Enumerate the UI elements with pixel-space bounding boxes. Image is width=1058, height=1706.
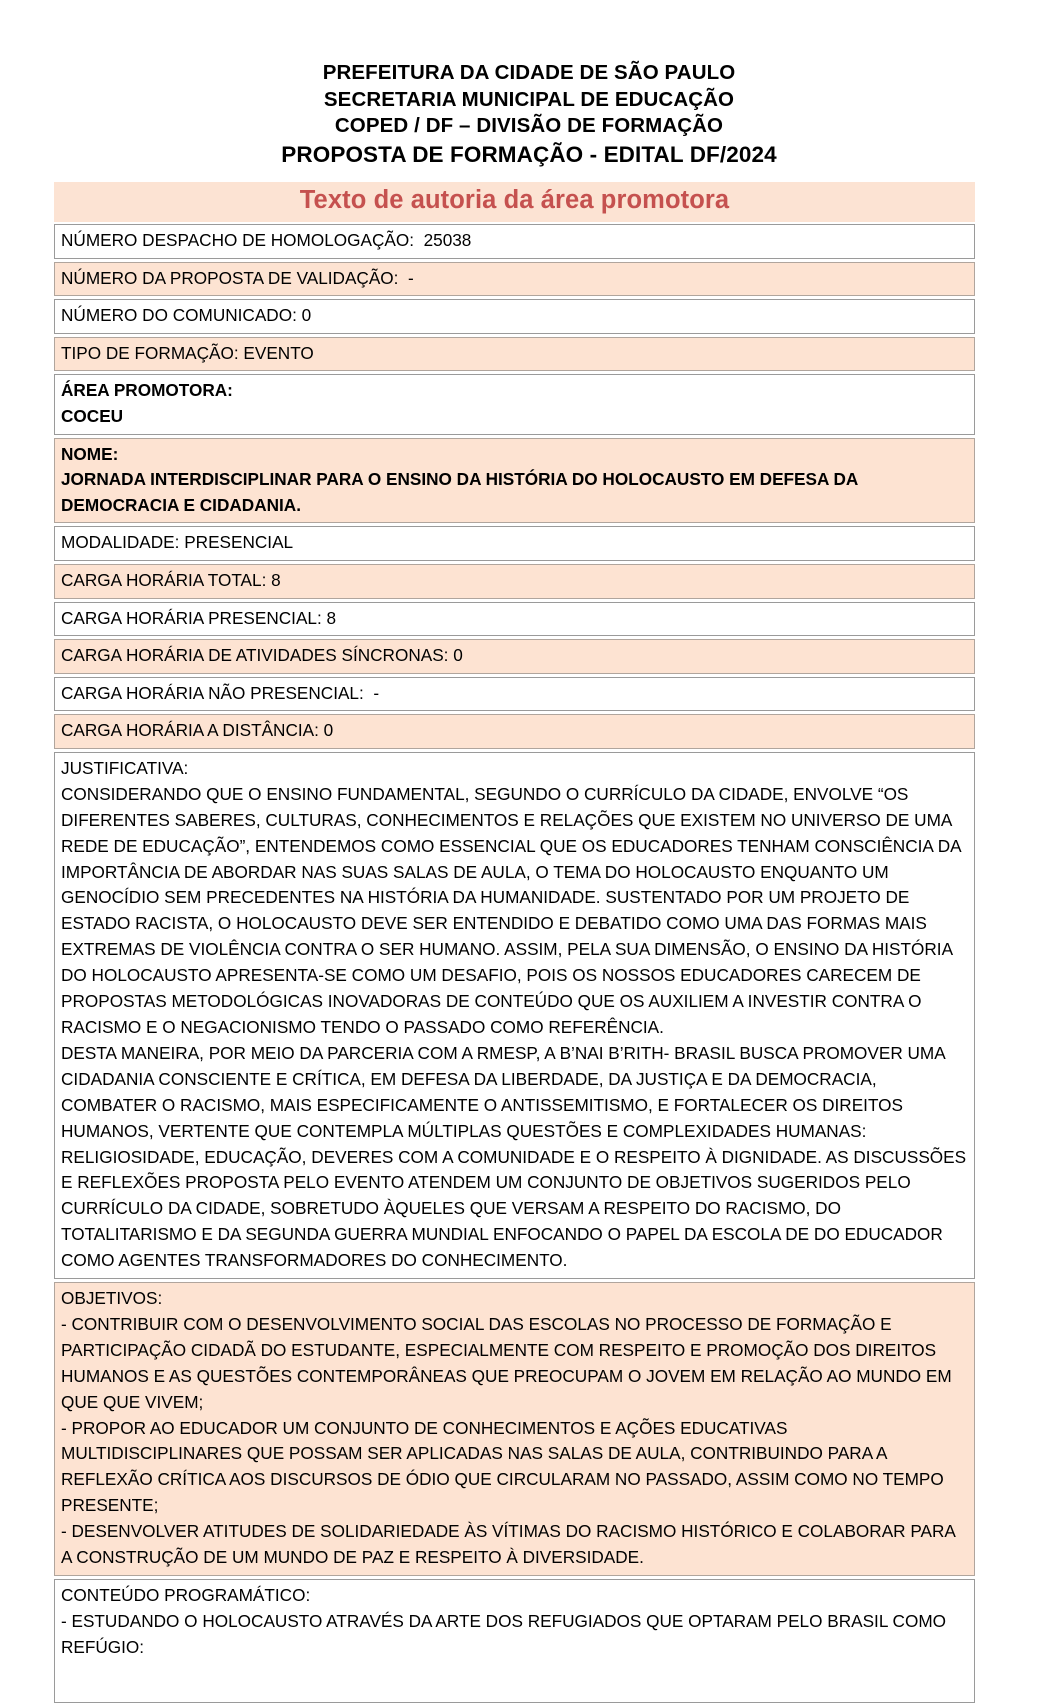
row-numero-despacho [54, 224, 975, 259]
carga-horaria-presencial-value: CARGA HORÁRIA PRESENCIAL: 8 [61, 607, 337, 628]
conteudo-programatico-item-1: - ESTUDANDO O HOLOCAUSTO ATRAVÉS DA ARTE DOS REFUGIADOS QUE OPTARAM PELO BRASIL COMO REFÚGIO: [61, 1610, 951, 1657]
area-promotora-value: COCEU [61, 405, 124, 426]
modalidade-value: MODALIDADE: PRESENCIAL [61, 532, 294, 553]
header-line-coped: COPED / DF – DIVISÃO DE FORMAÇÃO [334, 114, 724, 137]
nome-label: NOME: [61, 443, 119, 464]
carga-horaria-distancia-value: CARGA HORÁRIA A DISTÂNCIA: 0 [61, 720, 334, 741]
row-numero-proposta-validacao [54, 262, 975, 297]
document-header [0, 60, 1058, 169]
objetivos-item-3: - DESENVOLVER ATITUDES DE SOLIDARIEDADE ÀS VÍTIMAS DO RACISMO HISTÓRICO E COLABORAR PARA A CONSTRUÇÃO DE UM MUNDO DE PAZ E RESPEITO À DIVERSIDADE. [61, 1521, 959, 1568]
row-conteudo-programatico [54, 1579, 975, 1703]
header-line-prefeitura: PREFEITURA DA CIDADE DE SÃO PAULO [322, 61, 736, 84]
row-carga-horaria-sincronas [54, 639, 975, 674]
justificativa-paragraph-1: CONSIDERANDO QUE O ENSINO FUNDAMENTAL, SEGUNDO O CURRÍCULO DA CIDADE, ENVOLVE “OS DIFERENTES SABERES, CULTURAS, CONHECIMENTOS E RELAÇÕES QUE EXISTEM NO UNIVERSO DE UMA REDE DE EDUCAÇÃO”, ENTENDEMOS COMO ESSENCIAL QUE OS EDUCADORES TENHAM CONSCIÊNCIA DA IMPORTÂNCIA DE ABORDAR NAS SUAS SALAS DE AULA, O TEMA DO HOLOCAUSTO ENQUANTO UM GENOCÍDIO SEM PRECEDENTES NA HISTÓRIA DA HUMANIDADE. SUSTENTADO POR UM PROJETO DE ESTADO RACISTA, O HOLOCAUSTO DEVE SER ENTENDIDO E DEBATIDO COMO UMA DAS FORMAS MAIS EXTREMAS DE VIOLÊNCIA CONTRA O SER HUMANO. ASSIM, PELA SUA DIMENSÃO, O ENSINO DA HISTÓRIA DO HOLOCAUSTO APRESENTA-SE COMO UM DESAFIO, POIS OS NOSSOS EDUCADORES CARECEM DE PROPOSTAS METODOLÓGICAS INOVADORAS DE CONTEÚDO QUE OS AUXILIEM A INVESTIR CONTRA O RACISMO E O NEGACIONISMO TENDO O PASSADO COMO REFERÊNCIA. [61, 783, 966, 1037]
tipo-formacao-value: TIPO DE FORMAÇÃO: EVENTO [61, 342, 314, 363]
row-justificativa [54, 752, 975, 1279]
row-objetivos [54, 1282, 975, 1576]
area-promotora-label: ÁREA PROMOTORA: [61, 380, 233, 401]
objetivos-item-2: - PROPOR AO EDUCADOR UM CONJUNTO DE CONHECIMENTOS E AÇÕES EDUCATIVAS MULTIDISCIPLINARES QUE POSSAM SER APLICADAS NAS SALAS DE AULA, CONTRIBUINDO PARA A REFLEXÃO CRÍTICA AOS DISCURSOS DE ÓDIO QUE CIRCULARAM NO PASSADO, ASSIM COMO NO TEMPO PRESENTE; [61, 1417, 949, 1516]
justificativa-paragraph-2: DESTA MANEIRA, POR MEIO DA PARCERIA COM A RMESP, A B’NAI B’RITH- BRASIL BUSCA PROMOVER UMA CIDADANIA CONSCIENTE E CRÍTICA, EM DEFESA DA LIBERDADE, DA JUSTIÇA E DA DEMOCRACIA, COMBATER O RACISMO, MAIS ESPECIFICAMENTE O ANTISSEMITISMO, E FORTALECER OS DIREITOS HUMANOS, VERTENTE QUE CONTEMPLA MÚLTIPLAS QUESTÕES E COMPLEXIDADES HUMANAS: RELIGIOSIDADE, EDUCAÇÃO, DEVERES COM A COMUNIDADE E O RESPEITO À DIGNIDADE. AS DISCUSSÕES E REFLEXÕES PROPOSTA PELO EVENTO ATENDEM UM CONJUNTO DE OBJETIVOS SUGERIDOS PELO CURRÍCULO DA CIDADE, SOBRETUDO ÀQUELES QUE VERSAM A RESPEITO DO RACISMO, DO TOTALITARISMO E DA SEGUNDA GUERRA MUNDIAL ENFOCANDO O PAPEL DA ESCOLA DE DO EDUCADOR COMO AGENTES TRANSFORMADORES DO CONHECIMENTO. [61, 1042, 971, 1271]
row-carga-horaria-nao-presencial [54, 677, 975, 712]
header-line-secretaria: SECRETARIA MUNICIPAL DE EDUCAÇÃO [323, 87, 735, 111]
numero-comunicado-value: NÚMERO DO COMUNICADO: 0 [61, 305, 312, 326]
row-numero-comunicado [54, 299, 975, 334]
row-carga-horaria-distancia [54, 714, 975, 749]
carga-horaria-sincronas-value: CARGA HORÁRIA DE ATIVIDADES SÍNCRONAS: 0 [61, 645, 463, 666]
carga-horaria-nao-presencial-value: CARGA HORÁRIA NÃO PRESENCIAL: - [61, 682, 380, 703]
header-line-proposta: PROPOSTA DE FORMAÇÃO - EDITAL DF/2024 [281, 141, 777, 167]
nome-value: JORNADA INTERDISCIPLINAR PARA O ENSINO DA HISTÓRIA DO HOLOCAUSTO EM DEFESA DA DEMOCRACIA E CIDADANIA. [61, 469, 863, 515]
section-title-text: Texto de autoria da área promotora [299, 186, 730, 214]
justificativa-label: JUSTIFICATIVA: [61, 757, 189, 778]
row-modalidade [54, 526, 975, 561]
proposal-form-table [54, 182, 975, 1706]
section-title-bar [54, 182, 975, 222]
row-tipo-formacao [54, 337, 975, 372]
row-nome [54, 438, 975, 524]
row-area-promotora [54, 374, 975, 434]
carga-horaria-total-value: CARGA HORÁRIA TOTAL: 8 [61, 569, 281, 590]
numero-proposta-validacao-value: NÚMERO DA PROPOSTA DE VALIDAÇÃO: - [61, 267, 414, 288]
numero-despacho-value: NÚMERO DESPACHO DE HOMOLOGAÇÃO: 25038 [61, 230, 472, 250]
row-carga-horaria-presencial [54, 602, 975, 637]
conteudo-programatico-label: CONTEÚDO PROGRAMÁTICO: [61, 1585, 311, 1605]
objetivos-label: OBJETIVOS: [61, 1288, 163, 1309]
row-carga-horaria-total [54, 564, 975, 599]
objetivos-item-1: - CONTRIBUIR COM O DESENVOLVIMENTO SOCIAL DAS ESCOLAS NO PROCESSO DE FORMAÇÃO E PARTICIPAÇÃO CIDADÃ DO ESTUDANTE, ESPECIALMENTE COM RESPEITO E PROMOÇÃO DOS DIREITOS HUMANOS E AS QUESTÕES CONTEMPORÂNEAS QUE PREOCUPAM O JOVEM EM RELAÇÃO AO MUNDO EM QUE QUE VIVEM; [61, 1313, 957, 1412]
